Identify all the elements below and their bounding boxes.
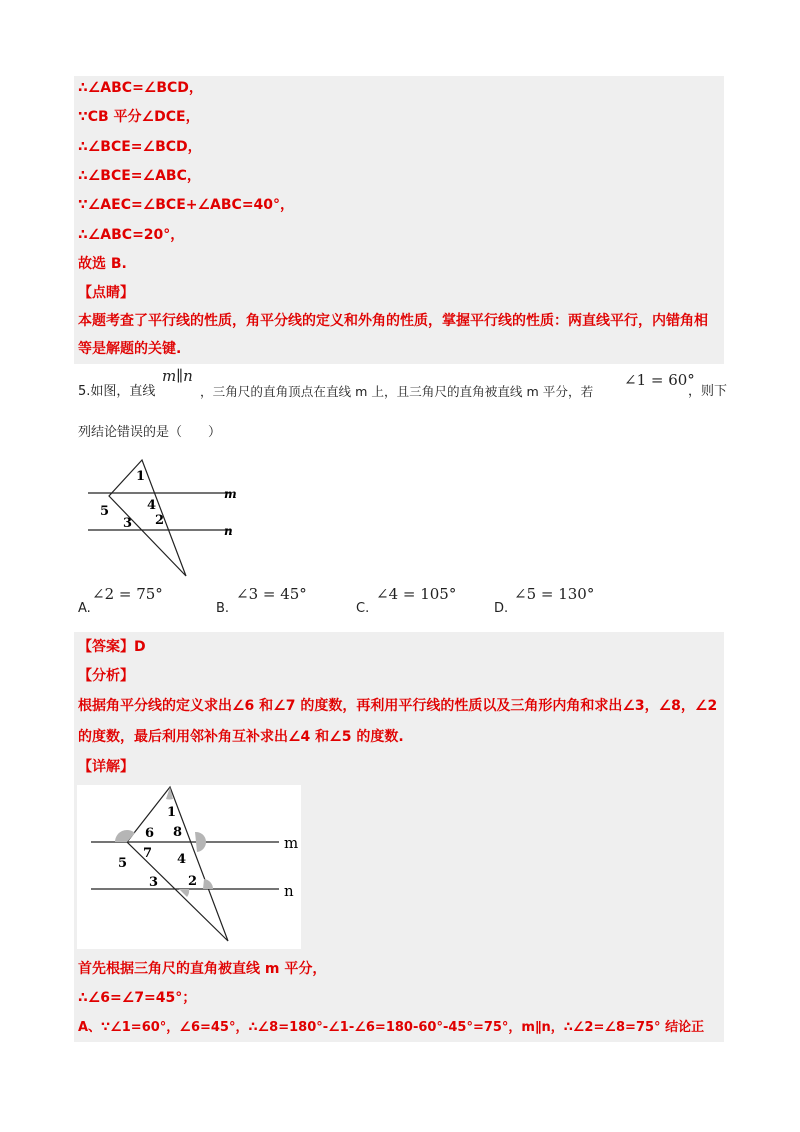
prev-line-2: ∵CB 平分∠DCE， xyxy=(78,109,200,125)
solution-angle-label-6: 6 xyxy=(145,826,155,841)
detail-title: 【详解】 xyxy=(78,759,134,775)
solution-line-label-m: m xyxy=(284,834,299,852)
answer-value: D xyxy=(134,639,146,655)
option-b-expr: ∠3 = 45° xyxy=(236,585,307,603)
option-c-expr: ∠4 = 105° xyxy=(376,585,457,603)
line-label-n: n xyxy=(224,524,233,538)
option-a-letter: A. xyxy=(78,601,91,616)
analysis-line-1: 根据角平分线的定义求出∠6 和∠7 的度数，再利用平行线的性质以及三角形内角和求出∠3，∠8，∠2 xyxy=(78,698,718,714)
parallel-expr: m∥n xyxy=(162,367,193,385)
option-d-letter: D. xyxy=(494,601,509,616)
angle-label-1: 1 xyxy=(136,469,146,484)
question-stem-part1: 5.如图，直线 xyxy=(78,384,156,399)
solution-angle-label-7: 7 xyxy=(143,846,153,861)
solution-angle-label-2: 2 xyxy=(188,874,198,889)
condition-expr: ∠1 = 60° xyxy=(624,371,695,389)
analysis-title: 【分析】 xyxy=(78,668,134,684)
comment-line-2: 等是解题的关键. xyxy=(78,341,182,357)
solution-figure xyxy=(77,785,301,949)
question-stem-part2: ，三角尺的直角顶点在直线 m 上，且三角尺的直角被直线 m 平分，若 xyxy=(200,384,594,399)
analysis-line-2: 的度数，最后利用邻补角互补求出∠4 和∠5 的度数. xyxy=(78,729,404,745)
prev-line-3: ∴∠BCE=∠BCD， xyxy=(78,139,202,155)
option-c-letter: C. xyxy=(356,601,370,616)
prev-line-1: ∴∠ABC=∠BCD， xyxy=(78,80,203,96)
option-a-expr: ∠2 = 75° xyxy=(92,585,163,603)
angle-label-4: 4 xyxy=(147,498,157,513)
question-stem-line2: 列结论错误的是（ ） xyxy=(78,425,222,440)
solution-angle-label-3: 3 xyxy=(149,875,159,890)
detail-step-3: A、∵∠1=60°，∠6=45°，∴∠8=180°-∠1-∠6=180-60°-45°=75°，m∥n，∴∠2=∠8=75° 结论正 xyxy=(78,1020,705,1035)
angle-label-3: 3 xyxy=(123,516,133,531)
prev-line-5: ∵∠AEC=∠BCE+∠ABC=40°， xyxy=(78,197,295,213)
prev-line-6: ∴∠ABC=20°， xyxy=(78,227,185,243)
answer-title-label: 【答案】 xyxy=(78,639,134,655)
question-figure xyxy=(80,450,250,580)
angle-label-5: 5 xyxy=(100,504,110,519)
line-label-m: m xyxy=(224,487,237,501)
solution-line-label-n: n xyxy=(284,882,294,900)
detail-step-1: 首先根据三角尺的直角被直线 m 平分， xyxy=(78,961,327,977)
angle-label-2: 2 xyxy=(155,513,165,528)
solution-angle-label-5: 5 xyxy=(118,856,128,871)
solution-angle-label-1: 1 xyxy=(167,805,177,820)
triangle-ruler xyxy=(109,460,186,576)
prev-line-4: ∴∠BCE=∠ABC， xyxy=(78,168,201,184)
comment-line-1: 本题考查了平行线的性质，角平分线的定义和外角的性质，掌握平行线的性质：两直线平行，内错角相 xyxy=(78,313,708,329)
detail-step-2: ∴∠6=∠7=45°； xyxy=(78,990,197,1006)
question-stem-part3: ，则下 xyxy=(688,384,728,399)
prev-line-7: 故选 B. xyxy=(78,256,127,272)
option-b-letter: B. xyxy=(216,601,230,616)
comment-title: 【点睛】 xyxy=(78,285,134,301)
solution-angle-label-8: 8 xyxy=(173,825,183,840)
answer-title xyxy=(78,638,146,656)
solution-angle-label-4: 4 xyxy=(177,852,187,867)
solution-figure-background xyxy=(77,785,301,949)
option-d-expr: ∠5 = 130° xyxy=(514,585,595,603)
